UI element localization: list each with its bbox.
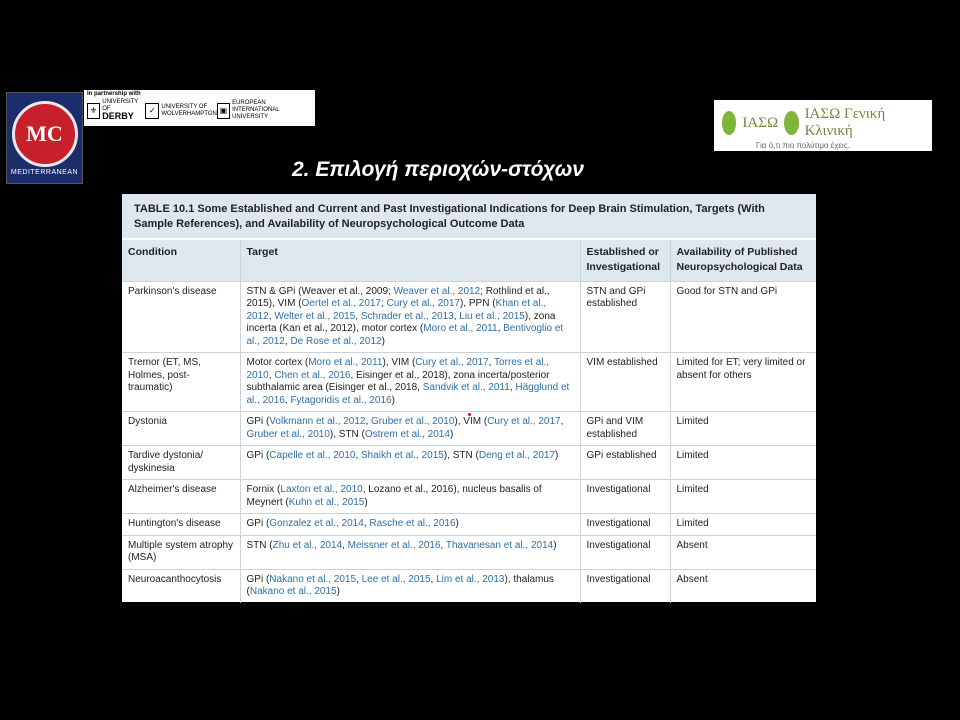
iaso-name-1: ΙΑΣΩ [742, 114, 779, 131]
iaso-leaf-icon [784, 111, 798, 135]
target-text: ) [449, 428, 454, 440]
target-text: ), zona incerta (Kan et al., 2012), motor cortex ( [246, 310, 556, 334]
mc-initials: MC [26, 120, 63, 146]
target-text: , [497, 323, 504, 334]
partner-name: WOLVERHAMPTON [161, 110, 217, 117]
cell-condition: Huntington's disease [122, 514, 240, 536]
target-text: ), STN ( [329, 428, 365, 440]
target-text: , [342, 539, 348, 551]
cell-target [240, 446, 580, 480]
target-text: , [268, 369, 275, 381]
iaso-name-2: ΙΑΣΩ Γενική Κλινική [804, 106, 886, 139]
target-text: , [365, 416, 372, 427]
cell-condition: Neuroacanthocytosis [122, 569, 240, 603]
reference-link: Welter et al., 2015 [274, 310, 356, 322]
cell-status: STN and GPi established [580, 281, 670, 353]
target-text: , [430, 573, 437, 585]
target-text: ), thalamus ( [246, 573, 554, 597]
reference-link: Hägglund et al., 2016 [246, 382, 570, 406]
target-text: GPi ( [246, 518, 270, 529]
reference-link: Lee et al., 2015 [361, 573, 431, 585]
cell-status: VIM established [580, 353, 670, 412]
cell-status: Investigational [580, 569, 670, 603]
reference-link: Weaver et al., 2012 [393, 285, 481, 297]
reference-link: Cury et al., 2017 [487, 416, 561, 427]
cell-availability: Limited [670, 480, 816, 514]
target-text: , [560, 416, 564, 427]
target-text: Fornix ( [246, 484, 281, 495]
target-text: Motor cortex ( [246, 357, 309, 368]
reference-link: Khan et al., 2012 [246, 298, 547, 322]
table-row [122, 480, 816, 514]
cell-target [240, 569, 580, 603]
cell-target [240, 514, 580, 536]
reference-link: Cury et al., 2017 [415, 357, 489, 368]
cell-target [240, 353, 580, 412]
reference-link: Meissner et al., 2016 [347, 539, 441, 551]
reference-link: Capelle et al., 2010 [269, 450, 356, 461]
cell-availability: Absent [670, 535, 816, 569]
partner-top: EUROPEAN [232, 100, 266, 106]
target-text: , Eisinger et al., 2018), zona incerta/posterior subthalamic area (Eisinger et al., 2018, [246, 369, 550, 393]
crest-icon: ⚜ [87, 103, 100, 119]
header-availability: Availability of Published Neuropsychological Data [670, 239, 816, 281]
shield-icon [12, 101, 78, 167]
header-condition: Condition [122, 239, 240, 281]
table-body [122, 281, 816, 603]
header-target: Target [240, 239, 580, 281]
target-text: , [284, 335, 291, 347]
reference-link: Volkmann et al., 2012 [269, 416, 366, 427]
reference-link: Gruber et al., 2010 [371, 416, 455, 427]
cell-status: Investigational [580, 535, 670, 569]
partner-wolverhampton [145, 103, 216, 119]
target-text: , [488, 357, 495, 368]
target-text: , [355, 310, 361, 322]
cell-availability: Limited for ET; very limited or absent for others [670, 353, 816, 412]
iaso-logo [714, 100, 932, 151]
cell-status: Investigational [580, 514, 670, 536]
cell-target [240, 412, 580, 446]
cell-target [240, 281, 580, 353]
reference-link: Laxton et al., 2010 [280, 484, 363, 495]
laser-pointer-dot [468, 413, 471, 416]
cell-availability: Absent [670, 569, 816, 603]
partners-logo-strip [84, 90, 315, 126]
reference-link: Schrader et al., 2013 [360, 310, 454, 322]
target-text: ) [553, 539, 557, 551]
cell-target [240, 480, 580, 514]
cell-status: GPi and VIM established [580, 412, 670, 446]
reference-link: Bentivoglio et al., 2012 [246, 323, 564, 347]
partner-top: UNIVERSITY OF [161, 103, 208, 110]
table-header-row [122, 239, 816, 281]
partner-name: INTERNATIONAL UNIVERSITY [232, 107, 280, 120]
target-text: STN ( [246, 539, 273, 551]
target-text: , [284, 394, 291, 406]
cell-availability: Good for STN and GPi [670, 281, 816, 353]
cell-condition: Parkinson's disease [122, 281, 240, 353]
reference-link: Gruber et al., 2010 [246, 428, 330, 440]
reference-link: De Rose et al., 2012 [290, 335, 382, 347]
reference-link: Nakano et al., 2015 [269, 573, 357, 585]
target-text: , [440, 539, 446, 551]
table-row [122, 412, 816, 446]
iaso-tagline: Για ό,τι πιο πολύτιμο έχεις. [756, 141, 850, 150]
cell-status: Investigational [580, 480, 670, 514]
table-caption-text: Some Established and Current and Past Investigational Indications for Deep Brain Stimulation, Targets (With Sample References), and Availability of Neuropsychological Outcome Data [134, 203, 765, 230]
reference-link: Torres et al., 2010 [246, 357, 550, 381]
table-row [122, 353, 816, 412]
target-text: ), PPN ( [459, 298, 496, 309]
cell-status: GPi established [580, 446, 670, 480]
mc-arc-text: MEDITERRANEAN [10, 168, 79, 176]
cell-condition: Multiple system atrophy (MSA) [122, 535, 240, 569]
table-grid [122, 238, 816, 603]
reference-link: Kuhn et al., 2015 [288, 496, 365, 508]
partner-name: DERBY [102, 111, 134, 121]
mediterranean-college-logo [6, 92, 83, 184]
table-row [122, 514, 816, 536]
table-row [122, 446, 816, 480]
partners-heading: In partnership with [87, 91, 141, 97]
reference-link: Nakano et al., 2015 [249, 586, 337, 597]
target-text: ) [364, 496, 368, 508]
target-text: ) [455, 518, 459, 529]
target-text: ), STN ( [443, 450, 479, 461]
reference-link: Liu et al., 2015 [459, 310, 525, 322]
target-text: ), VIM ( [454, 416, 488, 427]
table-row [122, 281, 816, 353]
target-text: , [453, 310, 460, 322]
table-caption [122, 194, 816, 238]
reference-link: Deng et al., 2017 [478, 450, 556, 461]
target-text: , [363, 518, 370, 529]
target-text: GPi ( [246, 416, 270, 427]
reference-link: Zhu et al., 2014 [272, 539, 343, 551]
target-text: ) [391, 394, 395, 406]
cell-condition: Alzheimer's disease [122, 480, 240, 514]
cell-availability: Limited [670, 514, 816, 536]
table-row [122, 535, 816, 569]
cell-target [240, 535, 580, 569]
target-text: GPi ( [246, 573, 270, 585]
reference-link: Gonzalez et al., 2014 [269, 518, 364, 529]
reference-link: Fytagoridis et al., 2016 [290, 394, 392, 406]
reference-link: Rasche et al., 2016 [369, 518, 456, 529]
target-text: ) [381, 335, 385, 347]
reference-link: Shaikh et al., 2015 [361, 450, 444, 461]
slide-title: 2. Επιλογή περιοχών-στόχων [292, 158, 584, 181]
reference-link: Moro et al., 2011 [308, 357, 383, 368]
cell-condition: Tardive dystonia/ dyskinesia [122, 446, 240, 480]
crest-icon: ▣ [217, 103, 230, 119]
partner-european [217, 100, 312, 121]
reference-link: Oertel et al., 2017 [301, 298, 382, 309]
table-label: TABLE 10.1 [134, 203, 195, 215]
target-text: , [355, 450, 362, 461]
target-text: ; [381, 298, 387, 309]
reference-link: Thavanesan et al., 2014 [445, 539, 554, 551]
cell-availability: Limited [670, 446, 816, 480]
target-text: , Lozano et al., 2016), nucleus basalis of Meynert ( [246, 484, 542, 508]
partner-top: UNIVERSITY OF [102, 99, 139, 112]
target-text: ; Rothlind et al., 2015), VIM ( [246, 285, 550, 309]
target-text: , [268, 310, 275, 322]
cell-condition: Tremor (ET, MS, Holmes, post-traumatic) [122, 353, 240, 412]
reference-link: Lim et al., 2013 [436, 573, 505, 585]
iaso-leaf-icon [722, 111, 736, 135]
target-text: , [356, 573, 362, 585]
target-text: , [509, 382, 516, 393]
target-text: ), VIM ( [382, 357, 416, 368]
target-text: GPi ( [246, 450, 270, 461]
reference-link: Sandvik et al., 2011 [422, 382, 510, 393]
reference-link: Moro et al., 2011 [423, 323, 498, 334]
partner-derby [87, 99, 145, 122]
table-row [122, 569, 816, 603]
header-established: Established or Investigational [580, 239, 670, 281]
cell-availability: Limited [670, 412, 816, 446]
target-text: ) [555, 450, 559, 461]
dbs-indications-table [122, 194, 816, 602]
reference-link: Ostrem et al., 2014 [364, 428, 450, 440]
target-text: ) [336, 586, 340, 597]
target-text: STN & GPi (Weaver et al., 2009; [246, 285, 394, 297]
cell-condition: Dystonia [122, 412, 240, 446]
crest-icon: ✓ [145, 103, 159, 119]
reference-link: Cury et al., 2017 [386, 298, 460, 309]
reference-link: Chen et al., 2016 [274, 369, 351, 381]
